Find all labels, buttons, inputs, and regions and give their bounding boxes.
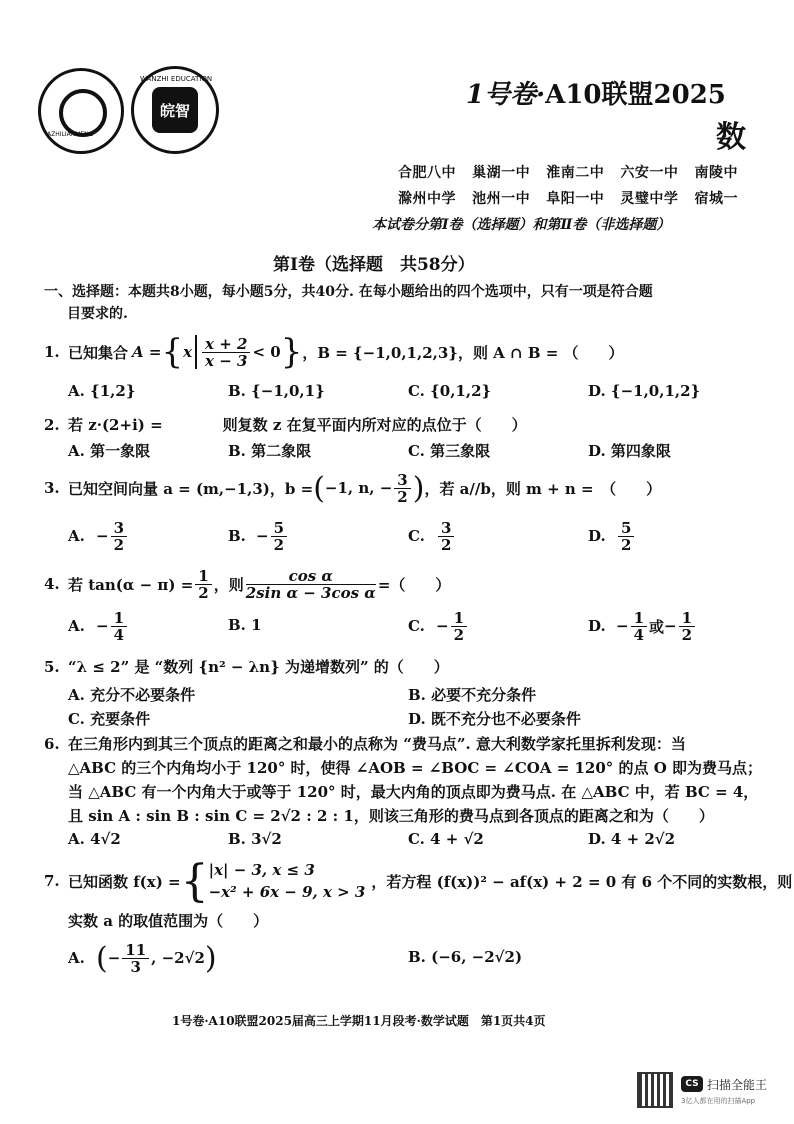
q7-text: 已知函数 f(x) = xyxy=(68,872,181,891)
scanner-badge: CS xyxy=(681,1076,703,1092)
question-4 xyxy=(44,562,450,606)
q6-option-a[interactable]: A. 4√2 xyxy=(68,830,121,848)
school: 六安一中 xyxy=(620,165,679,181)
question-3 xyxy=(44,466,661,510)
q5-number: 5. xyxy=(44,658,60,676)
q6-option-b[interactable]: B. 3√2 xyxy=(228,830,282,848)
scanner-name: 扫描全能王 xyxy=(707,1078,768,1092)
q3-vec-pre: −1, n, − xyxy=(324,479,393,497)
paper-note: 本试卷分第Ⅰ卷（选择题）和第Ⅱ卷（非选择题） xyxy=(372,217,671,233)
q7-cases-brace: { xyxy=(180,855,209,907)
q5-option-d[interactable]: D. 既不充分也不必要条件 xyxy=(408,710,581,728)
q6-line-1: 在三角形内到其三个顶点的距离之和最小的点称为 “费马点”. 意大利数学家托里拆利发现：当 xyxy=(68,735,686,753)
q1-frac-num: x + 2 xyxy=(202,336,250,353)
q1-option-c[interactable]: C. {0,1,2} xyxy=(408,382,492,400)
brand-mark: 1号卷· xyxy=(466,80,546,110)
q2-option-c[interactable]: C. 第三象限 xyxy=(408,442,491,460)
q4-text: 若 tan(α − π) = xyxy=(68,575,194,594)
q1-var-x: x xyxy=(183,343,193,361)
q1-option-d[interactable]: D. {−1,0,1,2} xyxy=(588,382,701,400)
wanzhi-logo-center: 皖智 xyxy=(159,101,190,120)
page-footer: 1号卷·A10联盟2025届高三上学期11月段考·数学试题 第1页共4页 xyxy=(172,1014,546,1028)
q3-option-c[interactable]: C. $\frac{3}{2}$ xyxy=(408,516,456,556)
q4-option-c[interactable]: C. − $\frac{1}{2}$ xyxy=(408,606,469,646)
q3-c-fraction: $\frac{3}{2}$ xyxy=(438,520,454,553)
q2-text-2: 则复数 z 在复平面内所对应的点位于（ ） xyxy=(222,416,527,434)
q7-cases xyxy=(209,859,366,903)
q3-number: 3. xyxy=(44,479,60,497)
q3-text-2: ，若 a//b，则 m + n = （ ） xyxy=(424,479,662,498)
q1-bar xyxy=(195,335,197,369)
school: 南陵中 xyxy=(694,165,738,181)
q7-number: 7. xyxy=(44,872,60,890)
q4-tail: =（ ） xyxy=(377,575,451,594)
subject-title: 数 xyxy=(716,120,746,155)
q1-right-brace: } xyxy=(280,332,303,372)
q7-option-a[interactable]: A. ( − $\frac{11}{3}$ , −2√2 ) xyxy=(68,940,217,976)
q6-line-4: 且 sin A : sin B : sin C = 2√2 : 2 : 1，则该三角形的费马点到各顶点的距离之和为（ ） xyxy=(68,807,714,825)
question-2 xyxy=(44,414,527,435)
q3-option-d[interactable]: D. $\frac{5}{2}$ xyxy=(588,516,636,556)
q7-option-b[interactable]: B. (−6, −2√2) xyxy=(408,948,523,966)
q4-mid: ，则 xyxy=(213,575,244,594)
q2-option-d[interactable]: D. 第四象限 xyxy=(588,442,671,460)
league-logo-sub: AZHILIANMENG xyxy=(47,131,94,138)
exam-title: A10联盟2025 xyxy=(545,80,726,110)
q2-option-a[interactable]: A. 第一象限 xyxy=(68,442,151,460)
q3-text: 已知空间向量 a = (m,−1,3)，b = xyxy=(68,479,314,498)
q1-cmp: < 0 xyxy=(252,343,281,361)
section-title: 第Ⅰ卷（选择题 共58分） xyxy=(273,255,475,275)
q7-text-2: ，若方程 (f(x))² − af(x) + 2 = 0 有 6 个不同的实数根，则 xyxy=(371,872,793,891)
school: 淮南二中 xyxy=(546,165,605,181)
q3-vec-num: 3 xyxy=(394,472,410,489)
league-logo xyxy=(38,68,124,154)
q7-case-1: |x| − 3, x ≤ 3 xyxy=(208,861,315,879)
q2-number: 2. xyxy=(44,416,60,434)
league-logo-emblem xyxy=(59,89,107,137)
q3-b-fraction: $\frac{5}{2}$ xyxy=(271,520,287,553)
q6-option-c[interactable]: C. 4 + √2 xyxy=(408,830,484,848)
schools-line-2 xyxy=(398,188,738,208)
q1-set-a: A = xyxy=(132,343,162,361)
q3-right-paren: ) xyxy=(412,470,425,506)
scanner-sub: 3亿人都在用的扫描App xyxy=(681,1097,756,1105)
q3-a-fraction: $\frac{3}{2}$ xyxy=(111,520,127,553)
wanzhi-logo xyxy=(131,66,219,154)
q7-line-2: 实数 a 的取值范围为（ ） xyxy=(68,912,269,930)
q5-option-a[interactable]: A. 充分不必要条件 xyxy=(68,686,196,704)
q6-number: 6. xyxy=(44,735,60,753)
q4-option-d[interactable]: D. − $\frac{1}{4}$ 或 − $\frac{1}{2}$ xyxy=(588,606,697,646)
instruction-line-2: 目要求的. xyxy=(67,306,128,322)
q4-option-b[interactable]: B. 1 xyxy=(228,616,262,634)
q4-rhs-fraction: $\frac{1}{2}$ xyxy=(195,568,211,601)
q3-option-a[interactable]: A. − $\frac{3}{2}$ xyxy=(68,516,129,556)
q1-set-b: ，B = {−1,0,1,2,3}，则 A ∩ B = （ ） xyxy=(302,343,624,362)
q4-expr-fraction: $\frac{\text{cos α}}{\text{2sin α − 3cos α}}$ xyxy=(245,566,376,602)
header-title xyxy=(466,74,726,111)
q4-option-a[interactable]: A. − $\frac{1}{4}$ xyxy=(68,606,129,646)
q5-option-c[interactable]: C. 充要条件 xyxy=(68,710,151,728)
q6-option-d[interactable]: D. 4 + 2√2 xyxy=(588,830,676,848)
question-1 xyxy=(44,330,624,374)
question-7 xyxy=(44,854,792,908)
q1-option-b[interactable]: B. {−1,0,1} xyxy=(228,382,325,400)
q1-number: 1. xyxy=(44,343,60,361)
q6-line-3: 当 △ABC 有一个内角大于或等于 120° 时，最大内角的顶点即为费马点. 在 △ABC 中，若 BC = 4， xyxy=(68,783,759,801)
question-5 xyxy=(44,656,449,677)
school: 阜阳一中 xyxy=(546,191,605,207)
q3-left-paren: ( xyxy=(313,470,325,506)
school: 池州一中 xyxy=(472,191,531,207)
q3-option-b[interactable]: B. − $\frac{5}{2}$ xyxy=(228,516,289,556)
q1-left-brace: { xyxy=(161,332,184,372)
q1-fraction xyxy=(202,336,250,369)
q1-frac-den: x − 3 xyxy=(205,351,248,370)
q3-vec-den: 2 xyxy=(397,487,408,506)
q2-text: 若 z·(2+i) = xyxy=(68,416,163,434)
wanzhi-logo-badge xyxy=(152,87,198,133)
qr-code xyxy=(637,1072,673,1108)
schools-line-1 xyxy=(398,162,738,182)
q3-d-fraction: $\frac{5}{2}$ xyxy=(618,520,634,553)
q2-option-b[interactable]: B. 第二象限 xyxy=(228,442,312,460)
q6-line-2: △ABC 的三个内角均小于 120° 时，使得 ∠AOB = ∠BOC = ∠COA = 120° 的点 O 即为费马点； xyxy=(68,759,763,777)
q4-number: 4. xyxy=(44,575,60,593)
wanzhi-logo-ring-text: WANZHI EDUCATION xyxy=(140,75,213,83)
q7-case-2: −x² + 6x − 9, x > 3 xyxy=(208,883,366,901)
school: 巢湖一中 xyxy=(472,165,531,181)
q1-pre: 已知集合 xyxy=(68,343,129,362)
question-6 xyxy=(44,732,762,828)
school: 滁州中学 xyxy=(398,191,456,207)
q1-option-a[interactable]: A. {1,2} xyxy=(68,382,136,400)
school: 灵璧中学 xyxy=(620,191,679,207)
instruction-line-1: 一、选择题：本题共8小题，每小题5分，共40分. 在每小题给出的四个选项中，只有一项是符合题 xyxy=(44,284,653,300)
school: 宿城一 xyxy=(694,191,738,207)
school: 合肥八中 xyxy=(398,165,456,181)
q5-text: “λ ≤ 2” 是 “数列 {n² − λn} 为递增数列” 的（ ） xyxy=(68,658,449,676)
q3-vec-fraction xyxy=(394,472,410,505)
q5-option-b[interactable]: B. 必要不充分条件 xyxy=(408,686,537,704)
